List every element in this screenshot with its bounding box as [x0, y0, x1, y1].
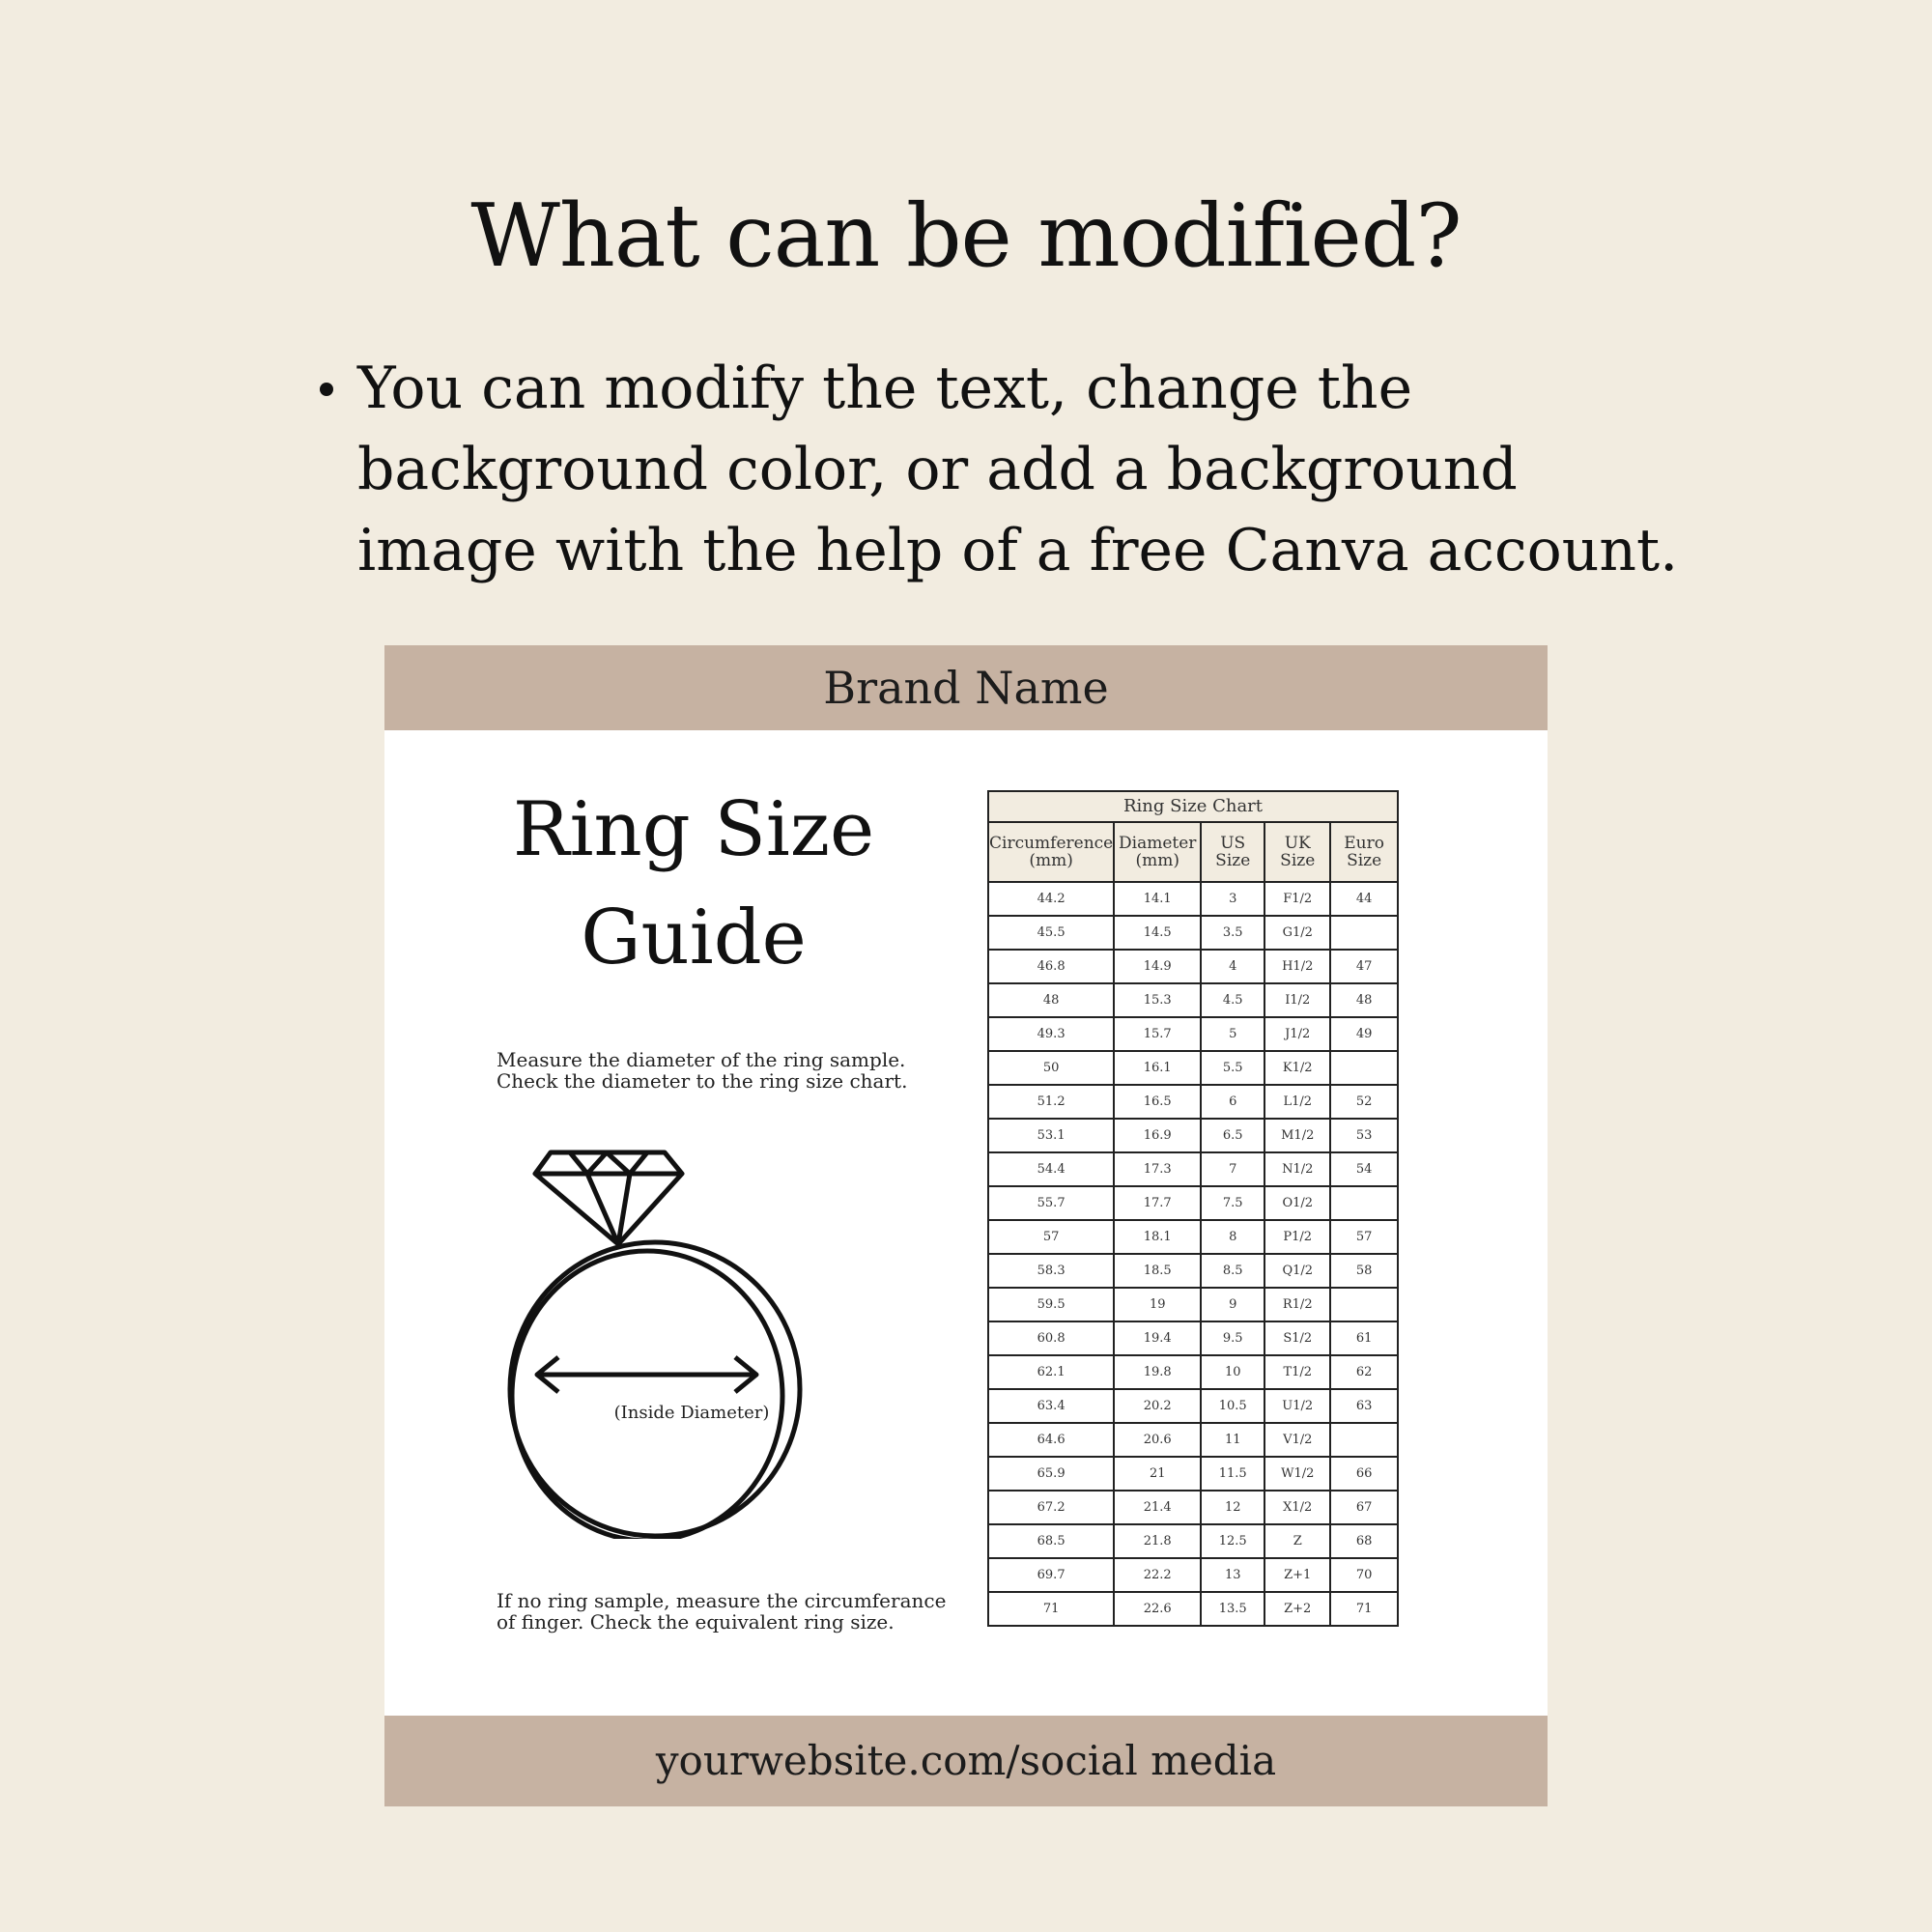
- guide-title-line1: Ring Size: [512, 786, 875, 873]
- cell-euro-size: 47: [1330, 950, 1398, 983]
- cell-euro-size: 67: [1330, 1491, 1398, 1524]
- cell-euro-size: 66: [1330, 1457, 1398, 1491]
- cell-euro-size: 58: [1330, 1254, 1398, 1288]
- cell-us-size: 9.5: [1201, 1321, 1264, 1355]
- cell-circumference: 57: [988, 1220, 1114, 1254]
- table-row: [988, 1220, 1398, 1254]
- cell-us-size: 6: [1201, 1085, 1264, 1119]
- column-header-circumference: Circumference (mm): [988, 822, 1114, 882]
- cell-circumference: 59.5: [988, 1288, 1114, 1321]
- cell-diameter: 14.9: [1114, 950, 1201, 983]
- table-row: [988, 1457, 1398, 1491]
- cell-us-size: 11.5: [1201, 1457, 1264, 1491]
- cell-circumference: 50: [988, 1051, 1114, 1085]
- cell-circumference: 54.4: [988, 1152, 1114, 1186]
- cell-euro-size: [1330, 1186, 1398, 1220]
- cell-circumference: 68.5: [988, 1524, 1114, 1558]
- cell-euro-size: 52: [1330, 1085, 1398, 1119]
- cell-circumference: 58.3: [988, 1254, 1114, 1288]
- measure-instruction-line1: Measure the diameter of the ring sample.: [497, 1048, 906, 1071]
- cell-us-size: 5: [1201, 1017, 1264, 1051]
- cell-us-size: 5.5: [1201, 1051, 1264, 1085]
- cell-diameter: 17.3: [1114, 1152, 1201, 1186]
- table-row: [988, 1355, 1398, 1389]
- cell-diameter: 22.6: [1114, 1592, 1201, 1626]
- cell-diameter: 15.3: [1114, 983, 1201, 1017]
- cell-us-size: 11: [1201, 1423, 1264, 1457]
- cell-uk-size: O1/2: [1264, 1186, 1330, 1220]
- cell-uk-size: P1/2: [1264, 1220, 1330, 1254]
- cell-circumference: 51.2: [988, 1085, 1114, 1119]
- cell-uk-size: W1/2: [1264, 1457, 1330, 1491]
- measure-instructions: [497, 1049, 999, 1092]
- ring-size-guide-card: [384, 645, 1548, 1806]
- cell-us-size: 4: [1201, 950, 1264, 983]
- table-row: [988, 1085, 1398, 1119]
- cell-circumference: 64.6: [988, 1423, 1114, 1457]
- cell-euro-size: [1330, 1288, 1398, 1321]
- bullet-text: You can modify the text, change the background color, or add a background image with the help of a free Canva account.: [357, 355, 1679, 584]
- circumference-instruction-line1: If no ring sample, measure the circumferance: [497, 1589, 947, 1612]
- inside-diameter-label: (Inside Diameter): [613, 1403, 770, 1423]
- cell-euro-size: 49: [1330, 1017, 1398, 1051]
- table-row: [988, 1491, 1398, 1524]
- cell-circumference: 48: [988, 983, 1114, 1017]
- cell-us-size: 8.5: [1201, 1254, 1264, 1288]
- cell-uk-size: Q1/2: [1264, 1254, 1330, 1288]
- cell-uk-size: N1/2: [1264, 1152, 1330, 1186]
- cell-circumference: 55.7: [988, 1186, 1114, 1220]
- cell-uk-size: V1/2: [1264, 1423, 1330, 1457]
- table-row: [988, 1186, 1398, 1220]
- cell-euro-size: 63: [1330, 1389, 1398, 1423]
- cell-euro-size: 71: [1330, 1592, 1398, 1626]
- bullet-dot-icon: [320, 383, 333, 396]
- cell-diameter: 20.2: [1114, 1389, 1201, 1423]
- cell-diameter: 21: [1114, 1457, 1201, 1491]
- table-row: [988, 882, 1398, 916]
- cell-uk-size: Z: [1264, 1524, 1330, 1558]
- measure-instruction-line2: Check the diameter to the ring size chart.: [497, 1069, 908, 1093]
- ring-size-chart: [987, 790, 1399, 1627]
- cell-diameter: 22.2: [1114, 1558, 1201, 1592]
- cell-circumference: 71: [988, 1592, 1114, 1626]
- cell-circumference: 69.7: [988, 1558, 1114, 1592]
- cell-uk-size: I1/2: [1264, 983, 1330, 1017]
- cell-circumference: 63.4: [988, 1389, 1114, 1423]
- cell-diameter: 19.4: [1114, 1321, 1201, 1355]
- guide-title: [442, 776, 945, 992]
- cell-euro-size: 54: [1330, 1152, 1398, 1186]
- table-row: [988, 983, 1398, 1017]
- cell-circumference: 53.1: [988, 1119, 1114, 1152]
- cell-diameter: 16.5: [1114, 1085, 1201, 1119]
- cell-circumference: 62.1: [988, 1355, 1114, 1389]
- cell-diameter: 19.8: [1114, 1355, 1201, 1389]
- cell-us-size: 7.5: [1201, 1186, 1264, 1220]
- bullet-item: [314, 348, 1686, 591]
- ring-size-chart-title: Ring Size Chart: [987, 790, 1399, 821]
- cell-uk-size: J1/2: [1264, 1017, 1330, 1051]
- cell-uk-size: Z+2: [1264, 1592, 1330, 1626]
- cell-uk-size: G1/2: [1264, 916, 1330, 950]
- cell-us-size: 9: [1201, 1288, 1264, 1321]
- table-row: [988, 1152, 1398, 1186]
- column-header-us-size: US Size: [1201, 822, 1264, 882]
- cell-us-size: 3.5: [1201, 916, 1264, 950]
- cell-euro-size: 53: [1330, 1119, 1398, 1152]
- cell-uk-size: U1/2: [1264, 1389, 1330, 1423]
- cell-diameter: 14.5: [1114, 916, 1201, 950]
- cell-us-size: 13: [1201, 1558, 1264, 1592]
- table-row: [988, 1017, 1398, 1051]
- cell-uk-size: M1/2: [1264, 1119, 1330, 1152]
- cell-uk-size: R1/2: [1264, 1288, 1330, 1321]
- cell-diameter: 18.1: [1114, 1220, 1201, 1254]
- ring-diagram-icon: [500, 1143, 829, 1539]
- table-row: [988, 916, 1398, 950]
- cell-diameter: 16.1: [1114, 1051, 1201, 1085]
- table-row: [988, 1051, 1398, 1085]
- cell-uk-size: Z+1: [1264, 1558, 1330, 1592]
- cell-diameter: 19: [1114, 1288, 1201, 1321]
- table-row: [988, 1592, 1398, 1626]
- cell-us-size: 4.5: [1201, 983, 1264, 1017]
- cell-euro-size: 44: [1330, 882, 1398, 916]
- brand-name-bar: Brand Name: [384, 645, 1548, 730]
- cell-circumference: 49.3: [988, 1017, 1114, 1051]
- cell-euro-size: 70: [1330, 1558, 1398, 1592]
- cell-circumference: 60.8: [988, 1321, 1114, 1355]
- bullet-list: [314, 348, 1686, 591]
- column-header-euro-size: Euro Size: [1330, 822, 1398, 882]
- cell-euro-size: 61: [1330, 1321, 1398, 1355]
- cell-us-size: 12: [1201, 1491, 1264, 1524]
- cell-uk-size: F1/2: [1264, 882, 1330, 916]
- table-row: [988, 1321, 1398, 1355]
- cell-diameter: 21.4: [1114, 1491, 1201, 1524]
- cell-us-size: 13.5: [1201, 1592, 1264, 1626]
- cell-us-size: 10.5: [1201, 1389, 1264, 1423]
- cell-circumference: 65.9: [988, 1457, 1114, 1491]
- table-row: [988, 1389, 1398, 1423]
- cell-diameter: 16.9: [1114, 1119, 1201, 1152]
- cell-euro-size: 57: [1330, 1220, 1398, 1254]
- table-row: [988, 1119, 1398, 1152]
- cell-us-size: 7: [1201, 1152, 1264, 1186]
- guide-title-line2: Guide: [581, 895, 807, 981]
- ring-size-chart-body: [988, 882, 1398, 1626]
- cell-euro-size: [1330, 1051, 1398, 1085]
- table-row: [988, 1524, 1398, 1558]
- cell-circumference: 45.5: [988, 916, 1114, 950]
- table-row: [988, 1558, 1398, 1592]
- cell-euro-size: 68: [1330, 1524, 1398, 1558]
- column-header-diameter: Diameter (mm): [1114, 822, 1201, 882]
- cell-us-size: 8: [1201, 1220, 1264, 1254]
- circumference-instruction-line2: of finger. Check the equivalent ring size.: [497, 1610, 895, 1634]
- cell-uk-size: H1/2: [1264, 950, 1330, 983]
- table-row: [988, 1423, 1398, 1457]
- cell-circumference: 67.2: [988, 1491, 1114, 1524]
- table-row: [988, 950, 1398, 983]
- cell-circumference: 44.2: [988, 882, 1114, 916]
- cell-us-size: 10: [1201, 1355, 1264, 1389]
- cell-diameter: 15.7: [1114, 1017, 1201, 1051]
- cell-diameter: 18.5: [1114, 1254, 1201, 1288]
- ring-size-chart-header-row: [988, 822, 1398, 882]
- cell-uk-size: L1/2: [1264, 1085, 1330, 1119]
- cell-diameter: 20.6: [1114, 1423, 1201, 1457]
- cell-uk-size: S1/2: [1264, 1321, 1330, 1355]
- cell-us-size: 12.5: [1201, 1524, 1264, 1558]
- cell-diameter: 14.1: [1114, 882, 1201, 916]
- cell-circumference: 46.8: [988, 950, 1114, 983]
- website-footer-bar: yourwebsite.com/social media: [384, 1716, 1548, 1806]
- cell-euro-size: 62: [1330, 1355, 1398, 1389]
- cell-euro-size: 48: [1330, 983, 1398, 1017]
- cell-uk-size: T1/2: [1264, 1355, 1330, 1389]
- cell-euro-size: [1330, 916, 1398, 950]
- circumference-instructions: [497, 1590, 999, 1633]
- cell-diameter: 17.7: [1114, 1186, 1201, 1220]
- table-row: [988, 1288, 1398, 1321]
- cell-diameter: 21.8: [1114, 1524, 1201, 1558]
- page-heading: What can be modified?: [470, 185, 1462, 287]
- cell-euro-size: [1330, 1423, 1398, 1457]
- column-header-uk-size: UK Size: [1264, 822, 1330, 882]
- cell-uk-size: X1/2: [1264, 1491, 1330, 1524]
- cell-us-size: 6.5: [1201, 1119, 1264, 1152]
- cell-us-size: 3: [1201, 882, 1264, 916]
- cell-uk-size: K1/2: [1264, 1051, 1330, 1085]
- table-row: [988, 1254, 1398, 1288]
